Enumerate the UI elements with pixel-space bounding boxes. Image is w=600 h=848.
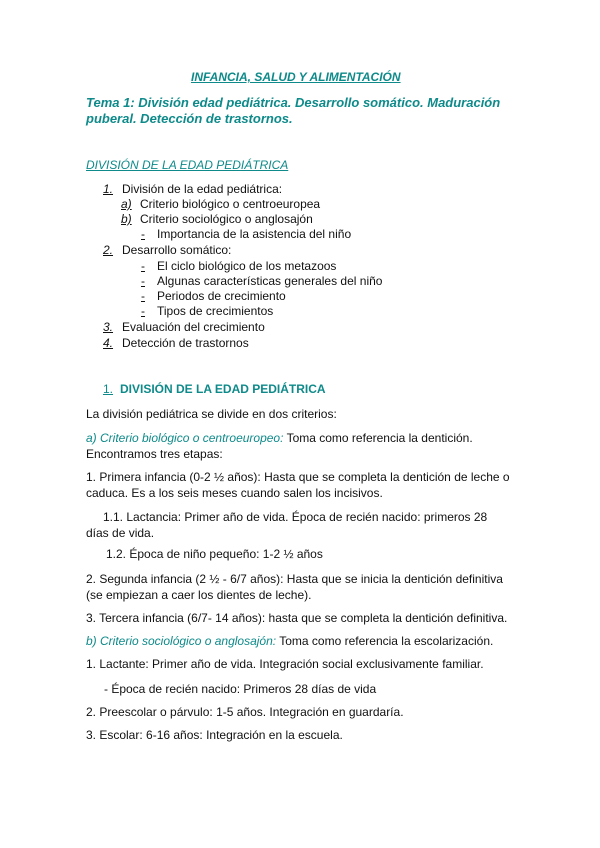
criterion-a (86, 430, 473, 446)
toc-label: Evaluación del crecimiento (122, 320, 265, 334)
paragraph: (se empiezan a caer los dientes de leche). (86, 588, 312, 602)
topic-line-1: Tema 1: División edad pediátrica. Desarrollo somático. Maduración (86, 95, 501, 110)
paragraph: 3. Tercera infancia (6/7- 14 años): hasta que se completa la dentición definitiva. (86, 611, 508, 625)
criterion-a-line2: Encontramos tres etapas: (86, 447, 223, 461)
paragraph: días de vida. (86, 526, 155, 540)
toc-label: Periodos de crecimiento (157, 289, 286, 303)
criterion-b-text: Toma como referencia la escolarización. (279, 634, 494, 648)
toc-item (103, 181, 282, 197)
toc-label: Detección de trastornos (122, 336, 249, 350)
toc-label: El ciclo biológico de los metazoos (157, 259, 337, 273)
paragraph: 2. Preescolar o párvulo: 1-5 años. Integración en guardaría. (86, 705, 404, 719)
section-number: 1. (103, 382, 114, 396)
section-title: DIVISIÓN DE LA EDAD PEDIÁTRICA (120, 382, 326, 396)
toc-marker: a) (121, 197, 132, 211)
toc-marker: 4. (103, 336, 114, 350)
toc-item (103, 335, 249, 351)
paragraph: 1.1. Lactancia: Primer año de vida. Época de recién nacido: primeros 28 (103, 510, 488, 524)
paragraph: 3. Escolar: 6-16 años: Integración en la escuela. (86, 728, 343, 742)
toc-marker: - (141, 227, 145, 241)
toc-item (141, 258, 336, 274)
toc-item (141, 226, 351, 242)
paragraph: 1. Primera infancia (0-2 ½ años): Hasta que se completa la dentición de leche o (86, 470, 510, 484)
paragraph: 2. Segunda infancia (2 ½ - 6/7 años): Hasta que se inicia la dentición definitiva (86, 572, 503, 586)
toc-marker: 1. (103, 182, 114, 196)
toc-item (103, 319, 265, 335)
toc-label: División de la edad pediátrica: (122, 182, 283, 196)
document-title: INFANCIA, SALUD Y ALIMENTACIÓN (191, 70, 401, 84)
toc-marker: - (141, 289, 145, 303)
criterion-b-label: b) Criterio sociológico o anglosajón: (86, 634, 277, 648)
toc-item (121, 196, 320, 212)
criterion-b (86, 633, 493, 649)
toc-label: Tipos de crecimientos (157, 304, 274, 318)
section-intro: La división pediátrica se divide en dos criterios: (86, 407, 337, 421)
criterion-a-text: Toma como referencia la dentición. (286, 431, 473, 445)
paragraph: caduca. Es a los seis meses cuando salen los incisivos. (86, 486, 383, 500)
toc-marker: 3. (103, 320, 114, 334)
toc-marker: b) (121, 212, 132, 226)
toc-item (141, 303, 273, 319)
toc-label: Importancia de la asistencia del niño (157, 227, 352, 241)
toc-marker: - (141, 259, 145, 273)
toc-item (103, 242, 231, 258)
topic-line-2: puberal. Detección de trastornos. (86, 111, 293, 126)
toc-item (141, 288, 286, 304)
toc-label: Desarrollo somático: (122, 243, 232, 257)
toc-marker: - (141, 274, 145, 288)
toc-marker: 2. (103, 243, 114, 257)
section-heading (103, 382, 326, 396)
toc-heading: DIVISIÓN DE LA EDAD PEDIÁTRICA (86, 158, 289, 172)
toc-label: Criterio sociológico o anglosajón (140, 212, 313, 226)
toc-label: Algunas características generales del niño (157, 274, 383, 288)
paragraph: 1.2. Época de niño pequeño: 1-2 ½ años (106, 547, 323, 561)
toc-item (121, 211, 313, 227)
paragraph: 1. Lactante: Primer año de vida. Integración social exclusivamente familiar. (86, 657, 484, 671)
criterion-a-label: a) Criterio biológico o centroeuropeo: (86, 431, 284, 445)
toc-marker: - (141, 304, 145, 318)
paragraph: - Época de recién nacido: Primeros 28 días de vida (104, 682, 377, 696)
toc-label: Criterio biológico o centroeuropea (140, 197, 321, 211)
toc-item (141, 273, 382, 289)
